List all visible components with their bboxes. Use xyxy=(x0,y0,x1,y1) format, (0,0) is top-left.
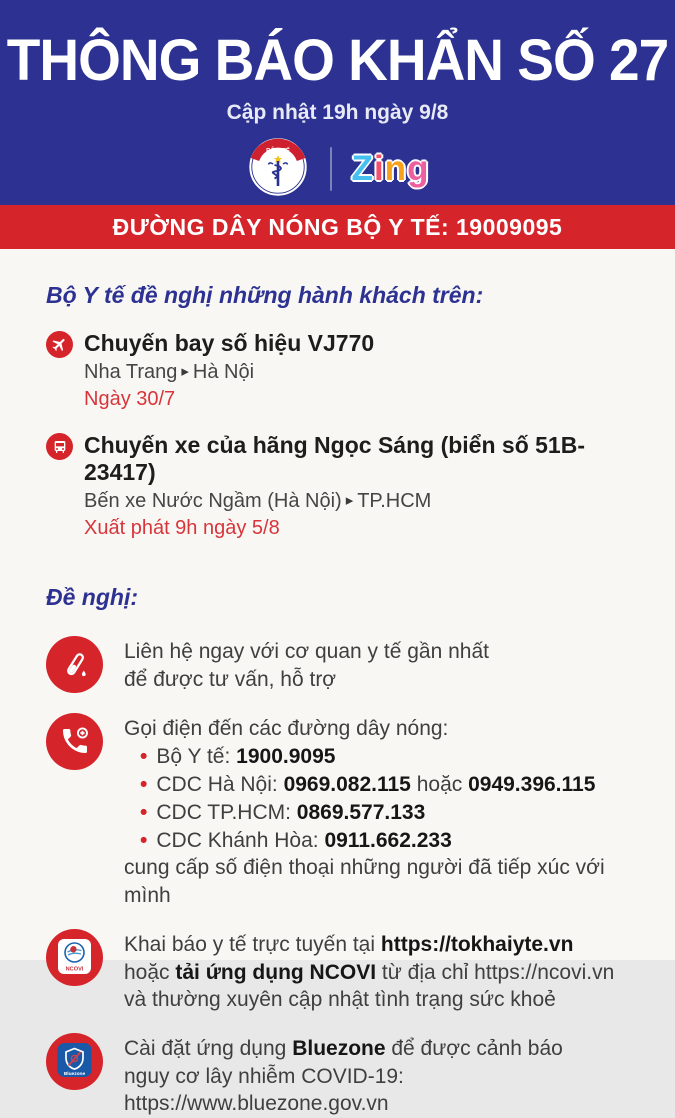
trip-title: Chuyến bay số hiệu VJ770 xyxy=(84,330,375,356)
poster-title: THÔNG BÁO KHẨN SỐ 27 xyxy=(6,26,669,93)
text-segment: 0869.577.133 xyxy=(296,800,426,824)
ncovi-app-icon xyxy=(46,929,103,986)
bullet-icon: • xyxy=(140,745,148,769)
route-from: Bến xe Nước Ngầm (Hà Nội) xyxy=(84,490,342,513)
bullet-icon: • xyxy=(140,828,148,852)
logo-row xyxy=(0,135,675,204)
hotline-item xyxy=(140,771,639,799)
text-segment: CDC Khánh Hòa: xyxy=(156,828,325,852)
main-content xyxy=(0,249,675,1118)
text-segment: Liên hệ ngay với cơ quan y tế gần nhất xyxy=(124,640,489,664)
zing-logo xyxy=(352,149,430,189)
ncovi-app-label: NCOVI xyxy=(65,966,84,973)
zing-letter: i xyxy=(373,149,385,189)
hotline-entry xyxy=(156,799,425,827)
text-segment: https://tokhaiyte.vn xyxy=(380,932,574,956)
recommendation-hotlines xyxy=(46,713,639,910)
route-to: Hà Nội xyxy=(192,361,255,384)
text-segment: 0911.662.233 xyxy=(324,828,452,852)
trip-title: Chuyến xe của hãng Ngọc Sáng (biển số 51B-23417) xyxy=(84,432,585,485)
hotline-item xyxy=(140,827,639,855)
text-segment: từ địa chỉ https://ncovi.vn xyxy=(376,960,615,984)
trip-date: Ngày 30/7 xyxy=(84,388,176,411)
text-segment: 0949.396.115 xyxy=(468,773,596,797)
hotlines-outro: cung cấp số điện thoại những người đã tiếp xúc với mình xyxy=(124,856,605,908)
passenger-section-heading: Bộ Y tế đề nghị những hành khách trên: xyxy=(46,282,484,308)
text-line xyxy=(124,959,614,987)
trip-route xyxy=(84,361,374,384)
text-line xyxy=(124,931,614,959)
hotline-entry xyxy=(156,743,335,771)
trip-details xyxy=(84,432,639,540)
text-segment: 0969.082.115 xyxy=(283,773,411,797)
hotline-list xyxy=(140,743,639,854)
recommendation-text xyxy=(124,636,489,693)
text-segment: CDC Hà Nội: xyxy=(156,773,284,797)
text-segment: để được cảnh báo xyxy=(385,1036,563,1060)
text-segment: CDC TP.HCM: xyxy=(156,800,297,824)
phone-plus-icon xyxy=(46,713,103,770)
text-segment: Bluezone xyxy=(292,1036,386,1060)
header xyxy=(0,0,675,205)
update-timestamp: Cập nhật 19h ngày 9/8 xyxy=(226,100,449,124)
trip-route xyxy=(84,490,639,513)
text-line xyxy=(124,666,489,694)
recommendation-bluezone xyxy=(46,1033,639,1118)
request-section-heading: Đề nghị: xyxy=(46,584,138,611)
route-from: Nha Trang xyxy=(84,361,178,384)
text-segment: Khai báo y tế trực tuyến tại xyxy=(124,932,381,956)
hotline-banner xyxy=(0,205,675,249)
text-segment: 1900.9095 xyxy=(236,745,336,769)
trip-item-flight xyxy=(46,330,639,411)
route-to: TP.HCM xyxy=(357,490,432,513)
text-segment: nguy cơ lây nhiễm COVID-19: https://www.bluezone.gov.vn xyxy=(124,1064,404,1116)
hotline-entry xyxy=(156,771,595,799)
text-segment: và thường xuyên cập nhật tình trạng sức khoẻ xyxy=(124,988,556,1012)
bluezone-app-icon xyxy=(46,1033,103,1090)
logo-divider xyxy=(330,147,332,191)
text-segment: để được tư vấn, hỗ trợ xyxy=(124,668,337,692)
trip-item-bus xyxy=(46,432,639,540)
test-tube-icon xyxy=(46,636,103,693)
ministry-of-health-logo-icon xyxy=(246,135,310,204)
route-arrow-icon: ▸ xyxy=(181,363,189,381)
ncovi-text xyxy=(124,929,614,1014)
text-line xyxy=(124,638,489,666)
recommendation-contact xyxy=(46,636,639,693)
hotlines-text xyxy=(124,713,639,910)
text-segment: tải ứng dụng NCOVI xyxy=(175,960,377,984)
zing-letter: g xyxy=(407,149,430,189)
bullet-icon: • xyxy=(140,773,148,797)
hotlines-intro: Gọi điện đến các đường dây nóng: xyxy=(124,716,449,740)
text-segment: hoặc xyxy=(124,960,176,984)
trip-date: Xuất phát 9h ngày 5/8 xyxy=(84,517,280,540)
bluezone-app-label: Bluezone xyxy=(63,1071,86,1077)
hotline-item xyxy=(140,799,639,827)
zing-letter: Z xyxy=(351,149,374,189)
hotline-entry xyxy=(156,827,451,855)
text-line xyxy=(124,986,614,1014)
hotline-banner-text: ĐƯỜNG DÂY NÓNG BỘ Y TẾ: 19009095 xyxy=(112,213,563,240)
text-line xyxy=(124,1063,639,1118)
text-segment: Bộ Y tế: xyxy=(156,745,237,769)
airplane-icon xyxy=(46,331,73,358)
trip-details xyxy=(84,330,374,411)
route-arrow-icon: ▸ xyxy=(345,492,354,510)
bus-icon xyxy=(46,433,73,460)
text-segment: hoặc xyxy=(410,773,469,797)
moh-banner-text: BỘ Y TẾ xyxy=(265,148,290,155)
text-line xyxy=(124,1035,639,1063)
bluezone-text xyxy=(124,1033,639,1118)
bullet-icon: • xyxy=(140,800,148,824)
text-segment: Cài đặt ứng dụng xyxy=(124,1036,293,1060)
hotline-item xyxy=(140,743,639,771)
zing-letter: n xyxy=(384,149,408,189)
recommendation-ncovi xyxy=(46,929,639,1014)
